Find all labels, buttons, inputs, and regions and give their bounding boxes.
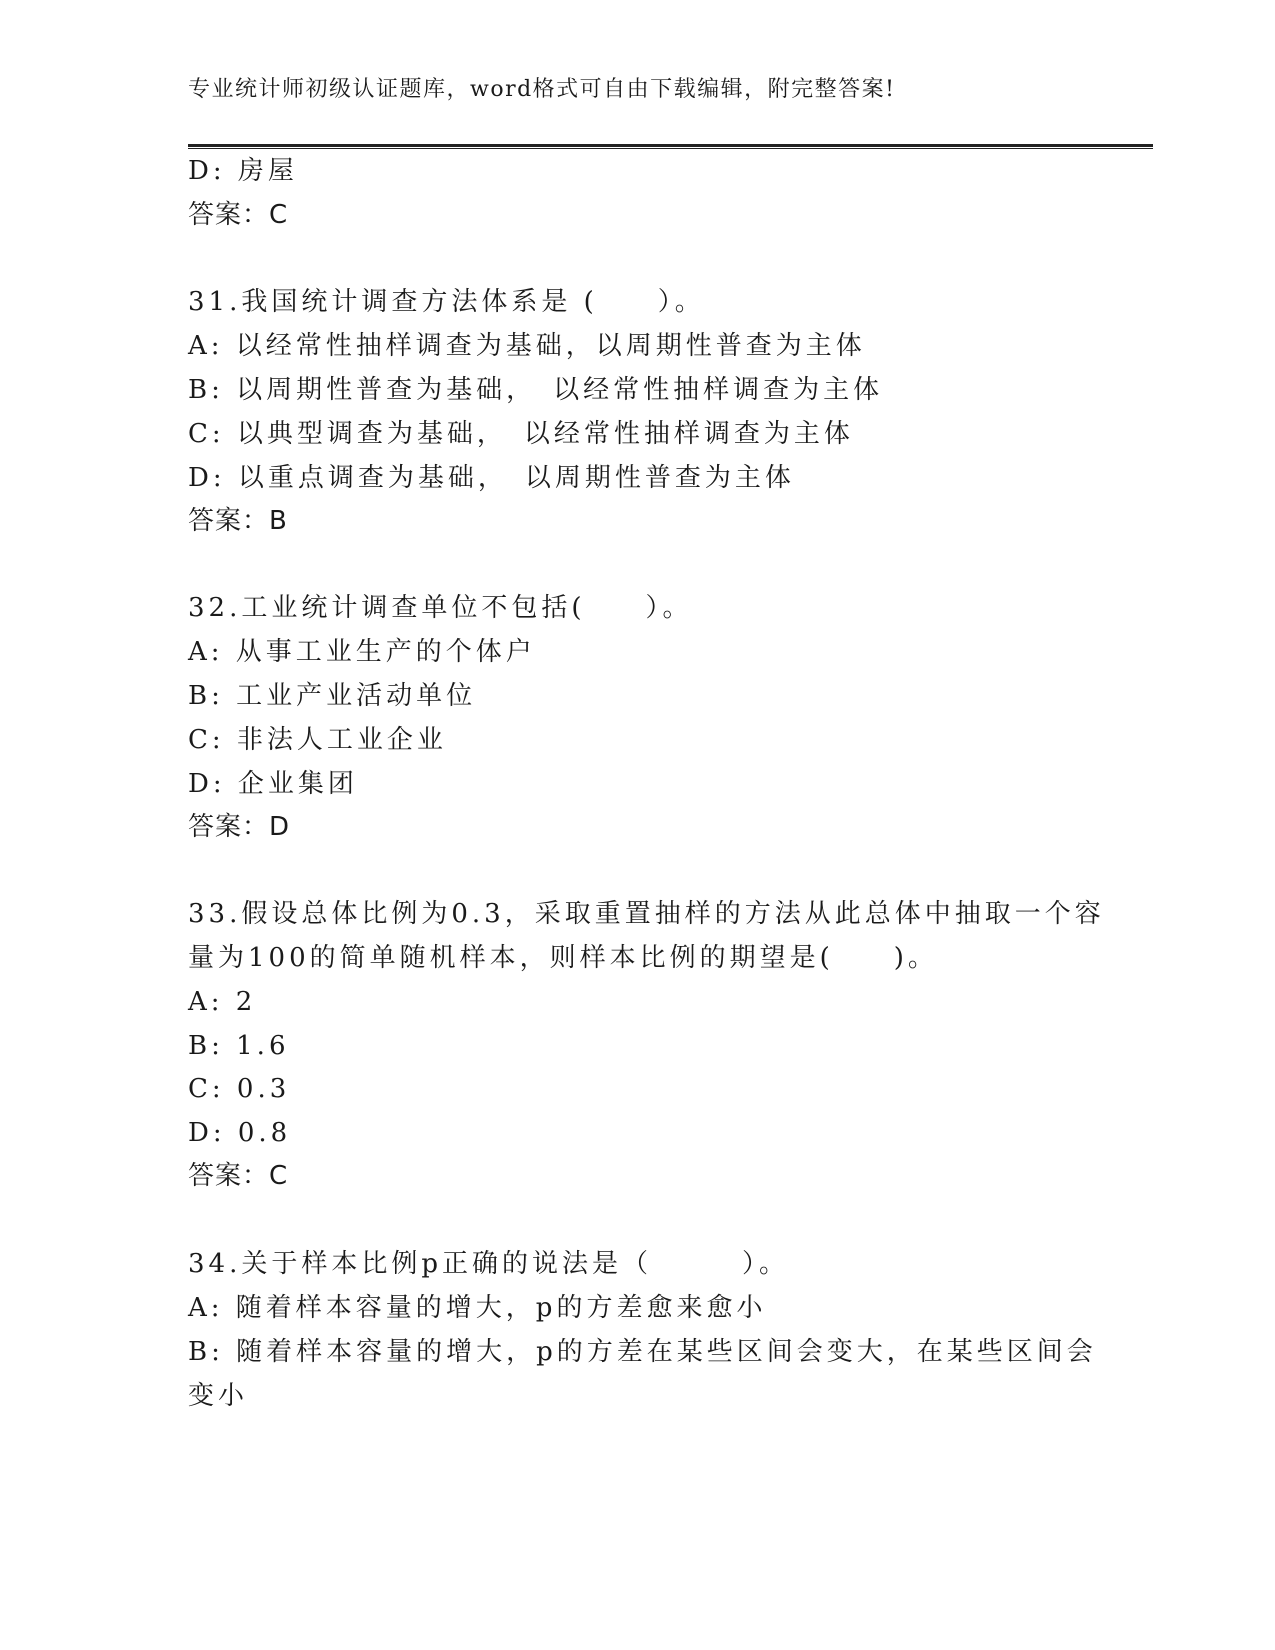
question-31: 31.我国统计调查方法体系是 ( ）。: [188, 287, 705, 317]
answer-q32: 答案：D: [188, 812, 291, 842]
option-b-q33: B: 1.6: [188, 1031, 290, 1061]
answer-q30: 答案：C: [188, 200, 289, 230]
option-a-q34: A: 随着样本容量的增大，p的方差愈来愈小: [188, 1293, 767, 1323]
option-b-q34-line-1: B: 随着样本容量的增大，p的方差在某些区间会变大，在某些区间会: [188, 1337, 1097, 1367]
option-d-q33: D: 0.8: [188, 1118, 292, 1148]
question-33-line-1: 33.假设总体比例为0.3，采取重置抽样的方法从此总体中抽取一个容: [188, 899, 1105, 929]
answer-q33: 答案：C: [188, 1161, 289, 1191]
option-d-q31: D: 以重点调查为基础， 以周期性普查为主体: [188, 463, 795, 493]
answer-q31: 答案：B: [188, 506, 288, 536]
option-b-q31: B: 以周期性普查为基础， 以经常性抽样调查为主体: [188, 375, 884, 405]
page-header: 专业统计师初级认证题库，word格式可自由下载编辑，附完整答案!: [188, 77, 896, 102]
option-b-q32: B: 工业产业活动单位: [188, 681, 477, 711]
option-c-q31: C: 以典型调查为基础， 以经常性抽样调查为主体: [188, 419, 854, 449]
header-divider: [188, 144, 1153, 149]
option-a-q31: A: 以经常性抽样调查为基础，以周期性普查为主体: [188, 331, 866, 361]
question-33-line-2: 量为100的简单随机样本，则样本比例的期望是( )。: [188, 943, 938, 973]
option-c-q33: C: 0.3: [188, 1074, 291, 1104]
question-32: 32.工业统计调查单位不包括( ）。: [188, 593, 693, 623]
option-a-q32: A: 从事工业生产的个体户: [188, 637, 536, 667]
question-34: 34.关于样本比例p正确的说法是（ ）。: [188, 1249, 789, 1279]
option-d-q32: D: 企业集团: [188, 769, 358, 799]
option-c-q32: C: 非法人工业企业: [188, 725, 447, 755]
option-b-q34-line-2: 变小: [188, 1381, 249, 1411]
option-a-q33: A: 2: [188, 987, 257, 1017]
option-d-q30: D: 房屋: [188, 156, 298, 186]
